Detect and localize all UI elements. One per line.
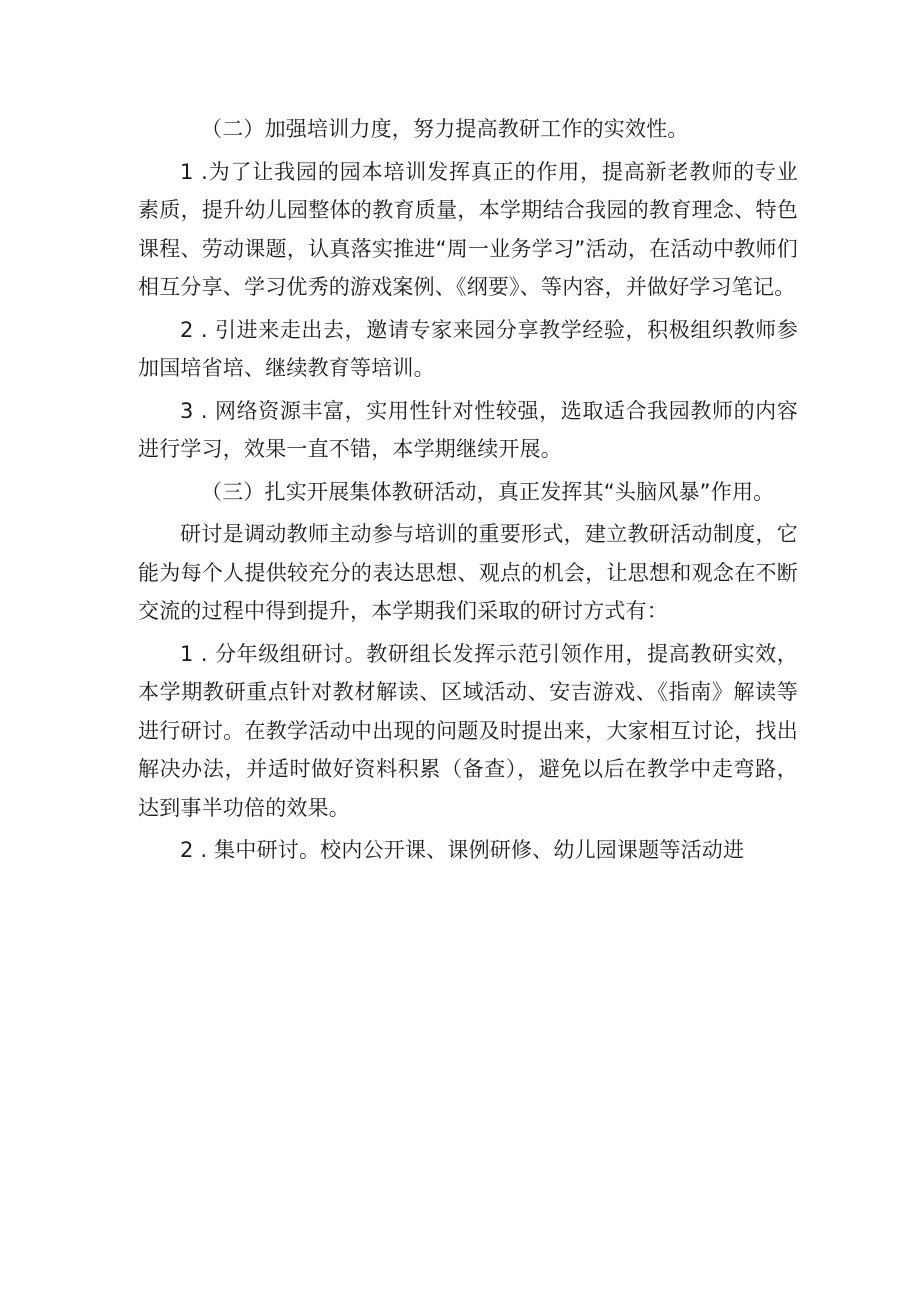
- document-body: [138, 110, 798, 874]
- paragraph-item-3-2: 2 . 集中研讨。校内公开课、课例研修、幼儿园课题等活动进: [180, 838, 745, 862]
- section-heading-2: （二）加强培训力度，努力提高教研工作的实效性。: [201, 117, 689, 141]
- paragraph-intro-3: 研讨是调动教师主动参与培训的重要形式，建立教研活动制度，它能为每个人提供较充分的表达思想、观点的机会，让思想和观念在不断交流的过程中得到提升，本学期我们采取的研讨方式有：: [138, 522, 798, 623]
- section-heading-3: （三）扎实开展集体教研活动，真正发挥其“头脑风暴”作用。: [201, 479, 775, 504]
- paragraph-item-2-3: 3 . 网络资源丰富，实用性针对性较强，选取适合我园教师的内容进行学习，效果一直不错，本学期继续开展。: [138, 398, 798, 461]
- paragraph-item-3-1: 1 . 分年级组研讨。教研组长发挥示范引领作用，提高教研实效，本学期教研重点针对教材解读、区域活动、安吉游戏、《指南》解读等进行研讨。在教学活动中出现的问题及时提出来，大家相互讨论，找出解决办法，并适时做好资料积累（备查），避免以后在教学中走弯路，达到事半功倍的效果。: [138, 641, 798, 820]
- paragraph-item-2-1: 1 .为了让我园的园本培训发挥真正的作用，提高新老教师的专业素质，提升幼儿园整体的教育质量，本学期结合我园的教育理念、特色课程、劳动课题，认真落实推进“周一业务学习”活动，在活动中教师们相互分享、学习优秀的游戏案例、《纲要》、等内容，并做好学习笔记。: [138, 159, 798, 299]
- paragraph-item-2-2: 2 . 引进来走出去，邀请专家来园分享教学经验，积极组织教师参加国培省培、继续教育等培训。: [138, 317, 798, 380]
